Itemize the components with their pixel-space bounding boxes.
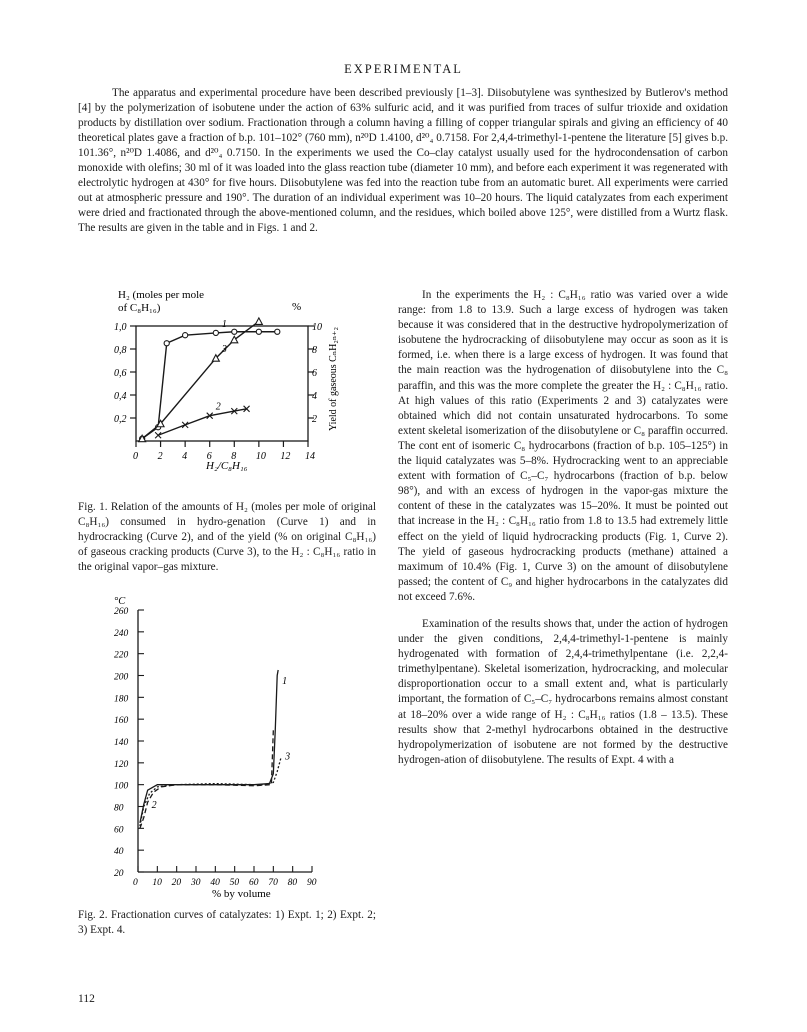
fig2-y-tick-label: 100 bbox=[114, 781, 129, 792]
fig2-y-tick-label: 140 bbox=[114, 738, 129, 748]
fig2-x-tick-label: 80 bbox=[287, 878, 298, 888]
fig2-y-tick-label: 120 bbox=[114, 759, 129, 770]
fig1-y-right-tick-label: 6 bbox=[312, 368, 317, 379]
page-number: 112 bbox=[78, 993, 95, 1005]
fig1-point-1 bbox=[232, 329, 237, 334]
fig1-point-1 bbox=[183, 333, 188, 338]
figure-2-chart bbox=[100, 592, 380, 902]
fig2-y-tick-label: 260 bbox=[114, 607, 129, 617]
fig1-point-1 bbox=[275, 329, 280, 334]
fig2-curve-label-2: 2 bbox=[151, 800, 157, 812]
fig2-axes bbox=[114, 607, 317, 888]
fig1-x-tick-label: 0 bbox=[133, 451, 138, 462]
fig2-y-tick-label: 20 bbox=[114, 869, 124, 879]
fig2-x-tick-label: 20 bbox=[171, 878, 182, 888]
fig1-point-1 bbox=[164, 341, 169, 346]
fig1-ylabel-left-line1: H₂ (moles per mole bbox=[118, 289, 205, 301]
fig2-series-group bbox=[140, 670, 290, 828]
right-paragraph-2: Examination of the results shows that, under the action of hydrogen under the given conditions, 2,4,4-trimethyl-1-pentene is mainly hydrogenated with formation of 2,4,4-trimethylpentane (i.e. 2,2,4-trimethylpentane). Skeletal isomerization, hydrocracking, and molecular disproportionation occur to a small extent and, what is particularly important, the formation of C₅–C₇ hydrocarbons remains almost constant at 18–20% over a wide range of H₂ : C₈H₁₆ ratios (1.8 – 13.5). These results show that 2-methyl hydrocarbons obtained in the destructive hydropolymerization of isobutene are not formed by the destructive hydrogen-ation of diisobutylene. The results of Expt. 4 with a bbox=[398, 617, 728, 766]
fig1-ylabel-left-line2: of C₈H₁₆) bbox=[118, 302, 161, 314]
figure-1-chart bbox=[96, 286, 396, 486]
fig1-y-right-tick-label: 8 bbox=[312, 345, 317, 356]
fig2-series-line-2 bbox=[140, 730, 273, 828]
fig1-y-right-tick-label: 4 bbox=[312, 391, 317, 402]
fig2-y-tick-label: 220 bbox=[114, 650, 129, 661]
fig1-x-tick-label: 2 bbox=[157, 451, 163, 462]
fig1-series-group bbox=[139, 318, 280, 442]
fig2-y-tick-label: 40 bbox=[114, 847, 124, 858]
fig1-y-right-tick-label: 2 bbox=[312, 414, 317, 425]
intro-text bbox=[78, 86, 728, 236]
fig1-point-2 bbox=[182, 422, 188, 428]
fig1-curve-label-2: 2 bbox=[215, 401, 221, 413]
fig2-y-tick-label: 180 bbox=[114, 694, 129, 705]
right-paragraph-1: In the experiments the H₂ : C₈H₁₆ ratio was varied over a wide range: from 1.8 to 13.9. Such a large excess of hydrogen was taken because it was considered that in the destructive hydropolymerization of isobutene the hydrocracking of diisobutylene may occur as soon as it is formed, i.e. when there is a large excess of hydrogen. It was found that the main reaction was the hydrogenation of diisobutylene into the C₈ paraffin, and this was the more complete the greater the H₂ : C₈H₁₆ ratio. At high values of this ratio (Experiments 2 and 3) catalyzates were obtained which did not contain unsaturated hydrocarbons. To some extent skeletal isomerization of the diisobutylene or C₈ paraffin occurred. The cont ent of isomeric C₈ hydrocarbons (fraction of b.p. 105–125°) in the liquid catalyzates was 5–8%. Hydrocracking went to an appreciable extent with formation of C₅–C₇ hydrocarbons (fraction of b.p. below 98°), and with an excess of hydrogen in the vapor-gas mixture the content of these in the catalyzates was 15–20%. It must be pointed out that increase in the H₂ : C₈H₁₆ ratio from 1.8 to 13.5 had extremely little effect on the yield of liquid hydrocracking products (Fig. 1, Curve 2). The yield of gaseous hydrocracking products (methane) attained a maximum of 10.4% (Fig. 1, Curve 3) on the amount of diisobutylene passed; the content of C₉ and higher hydrocarbons in the catalyzates did not exceed 7.6%. bbox=[398, 289, 728, 603]
fig2-x-tick-label: 0 bbox=[133, 878, 138, 888]
section-heading: EXPERIMENTAL bbox=[344, 62, 463, 76]
fig2-y-tick-label: 240 bbox=[114, 628, 129, 639]
fig2-y-tick-label: 200 bbox=[114, 672, 129, 683]
fig1-point-2 bbox=[155, 432, 161, 438]
fig2-x-tick-label: 10 bbox=[152, 878, 162, 888]
fig1-x-tick-label: 4 bbox=[182, 451, 188, 462]
fig2-series-line-1 bbox=[140, 670, 278, 823]
fig1-x-tick-label: 10 bbox=[255, 451, 266, 462]
fig1-y-left-tick-label: 0,8 bbox=[114, 345, 127, 356]
fig1-y-left-tick-label: 0,4 bbox=[114, 391, 127, 402]
fig2-x-tick-label: 90 bbox=[307, 878, 317, 888]
fig1-x-tick-label: 6 bbox=[206, 451, 212, 462]
fig2-x-tick-label: 30 bbox=[191, 878, 201, 888]
fig1-caption-text: Fig. 1. Relation of the amounts of H₂ (moles per mole of original C₈H₁₆) consumed in hydro-genation (Curve 1) and in hydrocracking (Curve 2), and of the yield (% on original C₈H₁₆) of gaseous cracking products (Curve 3), to the H₂ : C₈H₁₆ ratio in the original vapor–gas mixture. bbox=[78, 501, 376, 573]
fig1-x-tick-label: 14 bbox=[305, 451, 315, 462]
fig2-caption-text: Fig. 2. Fractionation curves of catalyzates: 1) Expt. 1; 2) Expt. 2; 3) Expt. 4. bbox=[78, 909, 376, 936]
fig2-series-line-3 bbox=[140, 757, 281, 826]
fig2-y-tick-label: 80 bbox=[114, 803, 124, 814]
fig2-curve-label-3: 3 bbox=[285, 751, 291, 763]
fig2-xlabel: % by volume bbox=[212, 888, 271, 900]
fig2-y-tick-label: 160 bbox=[114, 716, 129, 727]
fig1-y-left-tick-label: 0,6 bbox=[114, 368, 127, 379]
fig2-x-tick-label: 50 bbox=[229, 878, 240, 888]
fig1-point-1 bbox=[213, 330, 218, 335]
fig1-curve-label-3: 3 bbox=[221, 344, 227, 356]
fig1-point-3 bbox=[255, 318, 262, 325]
fig2-y-tick-label: 60 bbox=[114, 825, 124, 836]
fig2-x-tick-label: 40 bbox=[210, 878, 220, 888]
fig1-xlabel: H₂/C₈H₁₆ bbox=[206, 460, 248, 472]
fig1-ylabel-right-unit: % bbox=[292, 301, 302, 313]
fig1-y-left-tick-label: 0,2 bbox=[114, 414, 127, 425]
right-column-text bbox=[398, 288, 728, 768]
fig1-ylabel-right: Yield of gaseous CₙH₂ₙ₊₂ bbox=[328, 327, 339, 431]
fig1-curve-label-1: 1 bbox=[221, 318, 227, 330]
fig2-caption bbox=[78, 908, 376, 938]
fig1-x-tick-label: 12 bbox=[280, 451, 291, 462]
fig2-ylabel: °C bbox=[114, 596, 126, 607]
fig1-x-tick-label: 8 bbox=[231, 451, 237, 462]
fig1-y-left-tick-label: 1,0 bbox=[114, 322, 127, 333]
fig2-x-tick-label: 70 bbox=[268, 878, 278, 888]
fig1-caption bbox=[78, 500, 376, 575]
intro-paragraph: The apparatus and experimental procedure have been described previously [1–3]. Diisobutylene was synthesized by Butlerov's method [4] by the polymerization of isobutene under the action of 63% sulfuric acid, and it was purified from traces of sulfur trioxide and oxidation products by distillation over sodium. Fractionation through a column having a filling of copper triangular spirals and giving an efficiency of 40 theoretical plates gave a fraction of b.p. 101–102° (760 mm), n²⁰D 1.4100, d²⁰₄ 0.7158. For 2,4,4-trimethyl-1-pentene the literature [5] gives b.p. 101.36°, n²⁰D 1.4086, and d²⁰₄ 0.7150. In the experiments we used the Co–clay catalyst usually used for the hydrocondensation of carbon monoxide with olefins; 30 ml of it was loaded into the glass reaction tube (diameter 10 mm), and before each experiment it was regenerated with electrolytic hydrogen at 430° for five hours. Diisobutylene was fed into the reaction tube from an automatic buret. All experiments were carried out at atmospheric pressure and 190°. The duration of an individual experiment was 10–20 hours. The liquid catalyzates from each experiment were dried and fractionated through the above-mentioned column, and the residues, which boiled above 125°, were distilled from a Wurtz flask. The results are given in the table and in Figs. 1 and 2. bbox=[78, 87, 728, 234]
fig1-y-right-tick-label: 10 bbox=[312, 322, 322, 333]
fig1-point-1 bbox=[256, 329, 261, 334]
fig2-curve-label-1: 1 bbox=[282, 676, 288, 688]
fig2-x-tick-label: 60 bbox=[249, 878, 259, 888]
